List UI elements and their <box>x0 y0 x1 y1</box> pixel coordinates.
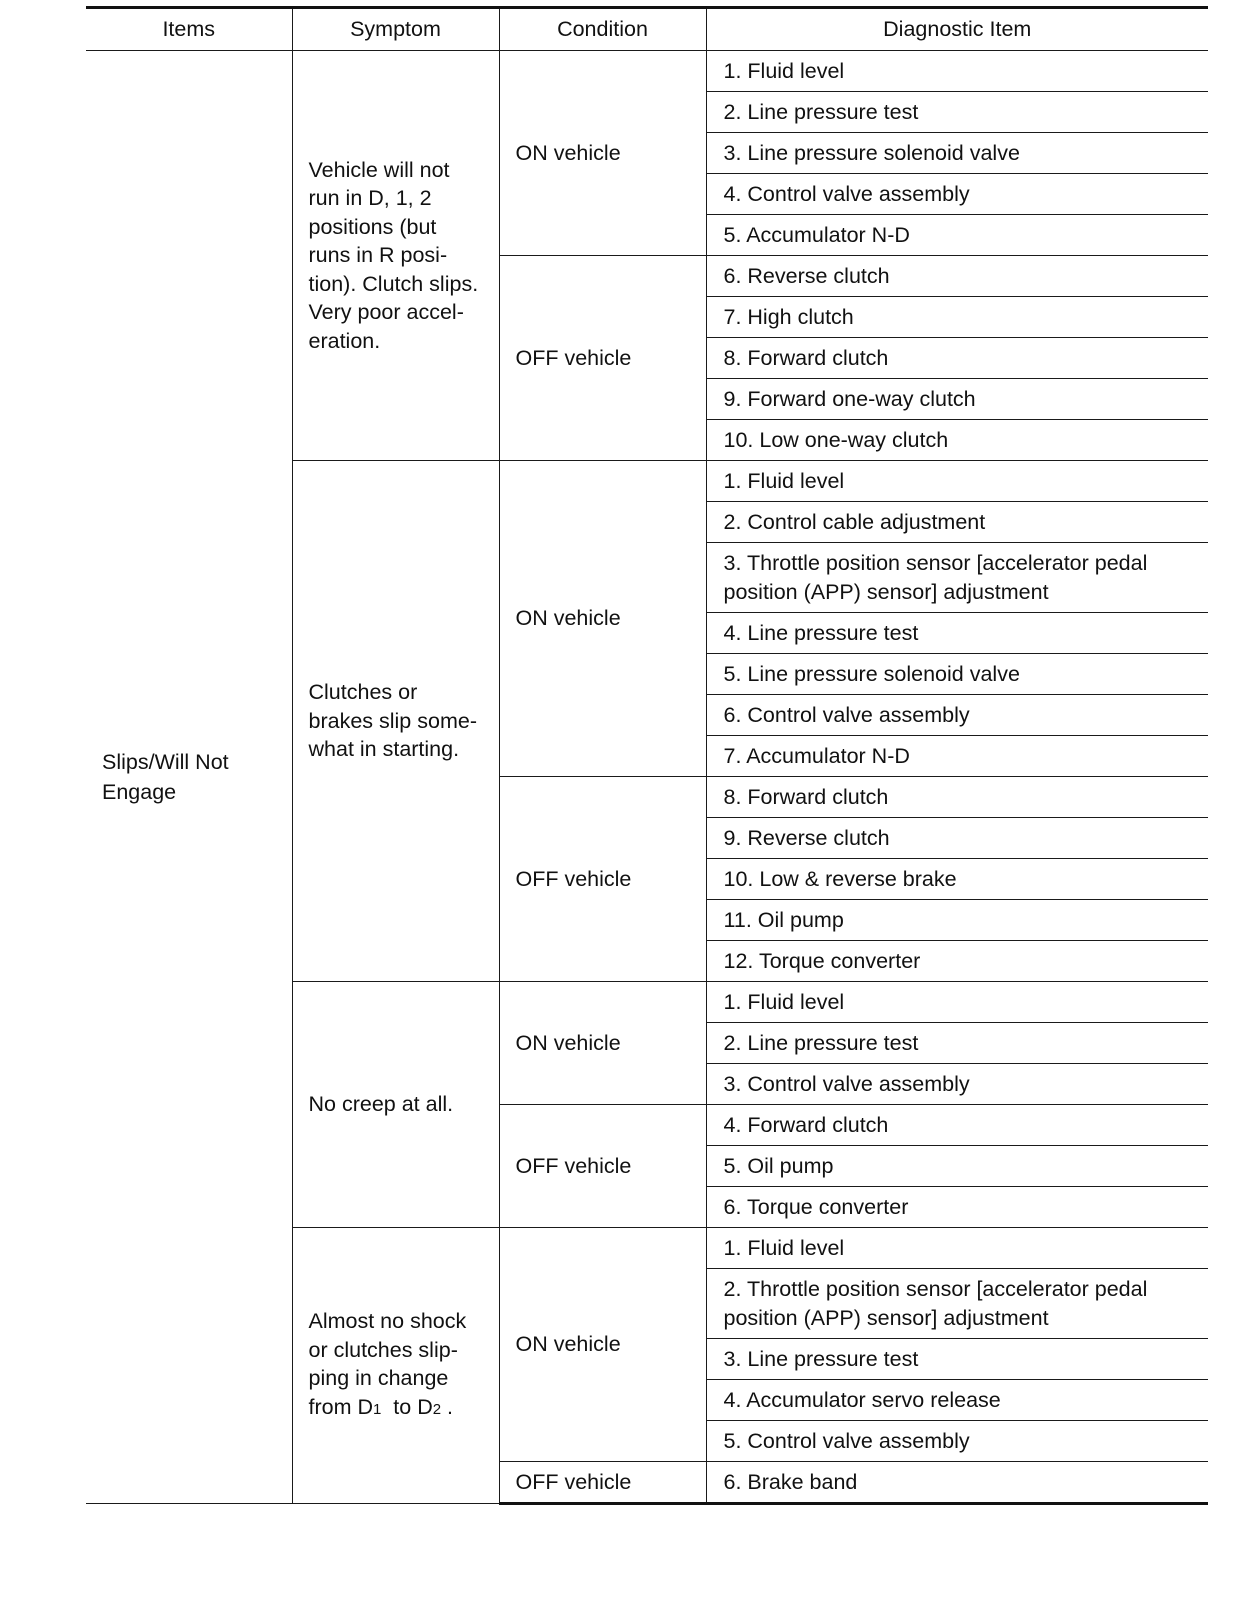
condition-cell: ON vehicle <box>499 1228 706 1462</box>
symptom-cell-1 <box>292 51 499 461</box>
gear-subscript: 1 <box>373 1400 382 1418</box>
diagnostic-item: 7. Accumulator N-D <box>706 736 1208 777</box>
symptom-4-line <box>309 1393 491 1425</box>
condition-cell: OFF vehicle <box>499 1105 706 1228</box>
symptom-4-line: Almost no shock <box>308 1309 467 1333</box>
symptom-2-line: brakes slip some- <box>308 708 477 733</box>
diagnostic-item: 2. Throttle position sensor [accelerator pedal position (APP) sensor] adjustment <box>706 1269 1208 1339</box>
diagnostic-item: 10. Low & reverse brake <box>706 859 1208 900</box>
symptom-2-line: what in starting. <box>308 737 460 762</box>
symptom-4-end-text: . <box>441 1394 454 1419</box>
diagnostic-item: 1. Fluid level <box>706 51 1208 92</box>
header-items: Items <box>86 8 292 51</box>
header-condition: Condition <box>499 8 706 51</box>
diagnostic-item: 3. Line pressure test <box>706 1339 1208 1380</box>
diagnostic-item: 10. Low one-way clutch <box>706 420 1208 461</box>
symptom-1-line: tion). Clutch slips. <box>308 271 479 296</box>
diagnostic-table <box>86 6 1208 1505</box>
diagnostic-item: 4. Accumulator servo release <box>706 1380 1208 1421</box>
diagnostic-item: 2. Control cable adjustment <box>706 502 1208 543</box>
diagnostic-item: 4. Control valve assembly <box>706 174 1208 215</box>
symptom-1-line: Vehicle will not <box>308 157 450 182</box>
diagnostic-item: 3. Line pressure solenoid valve <box>706 133 1208 174</box>
condition-cell: ON vehicle <box>499 51 706 256</box>
diagnostic-item: 1. Fluid level <box>706 461 1208 502</box>
symptom-4-line: or clutches slip- <box>308 1337 458 1362</box>
symptom-1-line: eration. <box>308 328 381 353</box>
diagnostic-item: 2. Line pressure test <box>706 92 1208 133</box>
symptom-cell-4 <box>292 1228 499 1504</box>
diagnostic-item: 6. Reverse clutch <box>706 256 1208 297</box>
symptom-2-line: Clutches or <box>308 680 418 705</box>
header-symptom: Symptom <box>292 8 499 51</box>
diagnostic-item: 9. Forward one-way clutch <box>706 379 1208 420</box>
diagnostic-item: 3. Control valve assembly <box>706 1064 1208 1105</box>
diagnostic-item: 5. Control valve assembly <box>706 1421 1208 1462</box>
diagnostic-item: 7. High clutch <box>706 297 1208 338</box>
diagnostic-item: 12. Torque converter <box>706 941 1208 982</box>
diagnostic-item: 6. Brake band <box>706 1462 1208 1504</box>
symptom-4-from-text: from D <box>308 1394 373 1419</box>
condition-cell: OFF vehicle <box>499 1462 706 1504</box>
symptom-1-line: positions (but <box>308 214 437 239</box>
diagnostic-item: 1. Fluid level <box>706 1228 1208 1269</box>
condition-cell: OFF vehicle <box>499 256 706 461</box>
symptom-1-line: runs in R posi- <box>308 243 448 268</box>
condition-cell: ON vehicle <box>499 461 706 777</box>
symptom-4-to-text: to D <box>381 1394 433 1419</box>
diagnostic-item: 4. Line pressure test <box>706 613 1208 654</box>
diagnostic-item: 1. Fluid level <box>706 982 1208 1023</box>
item-line-2: Engage <box>102 780 177 804</box>
condition-cell: ON vehicle <box>499 982 706 1105</box>
symptom-1-line: Very poor accel- <box>308 300 464 325</box>
symptom-4-line: ping in change <box>308 1366 449 1390</box>
diagnostic-item: 8. Forward clutch <box>706 777 1208 818</box>
table-row <box>86 51 1208 92</box>
diagnostic-item: 4. Forward clutch <box>706 1105 1208 1146</box>
symptom-cell-3: No creep at all. <box>292 982 499 1228</box>
diagnostic-item: 11. Oil pump <box>706 900 1208 941</box>
header-row <box>86 8 1208 51</box>
symptom-1-line: run in D, 1, 2 <box>308 186 432 211</box>
diagnostic-item: 8. Forward clutch <box>706 338 1208 379</box>
condition-cell: OFF vehicle <box>499 777 706 982</box>
diagnostic-item: 9. Reverse clutch <box>706 818 1208 859</box>
diagnostic-item: 5. Oil pump <box>706 1146 1208 1187</box>
diagnostic-item: 6. Torque converter <box>706 1187 1208 1228</box>
diagnostic-item: 5. Accumulator N-D <box>706 215 1208 256</box>
symptom-cell-2 <box>292 461 499 982</box>
item-cell <box>86 51 292 1504</box>
header-diagnostic-item: Diagnostic Item <box>706 8 1208 51</box>
diagnostic-item: 6. Control valve assembly <box>706 695 1208 736</box>
diagnostic-item: 2. Line pressure test <box>706 1023 1208 1064</box>
diagnostic-item: 5. Line pressure solenoid valve <box>706 654 1208 695</box>
gear-subscript: 2 <box>432 1400 442 1418</box>
item-line-1: Slips/Will Not <box>102 750 229 774</box>
diagnostic-item: 3. Throttle position sensor [accelerator pedal position (APP) sensor] adjustment <box>706 543 1208 613</box>
